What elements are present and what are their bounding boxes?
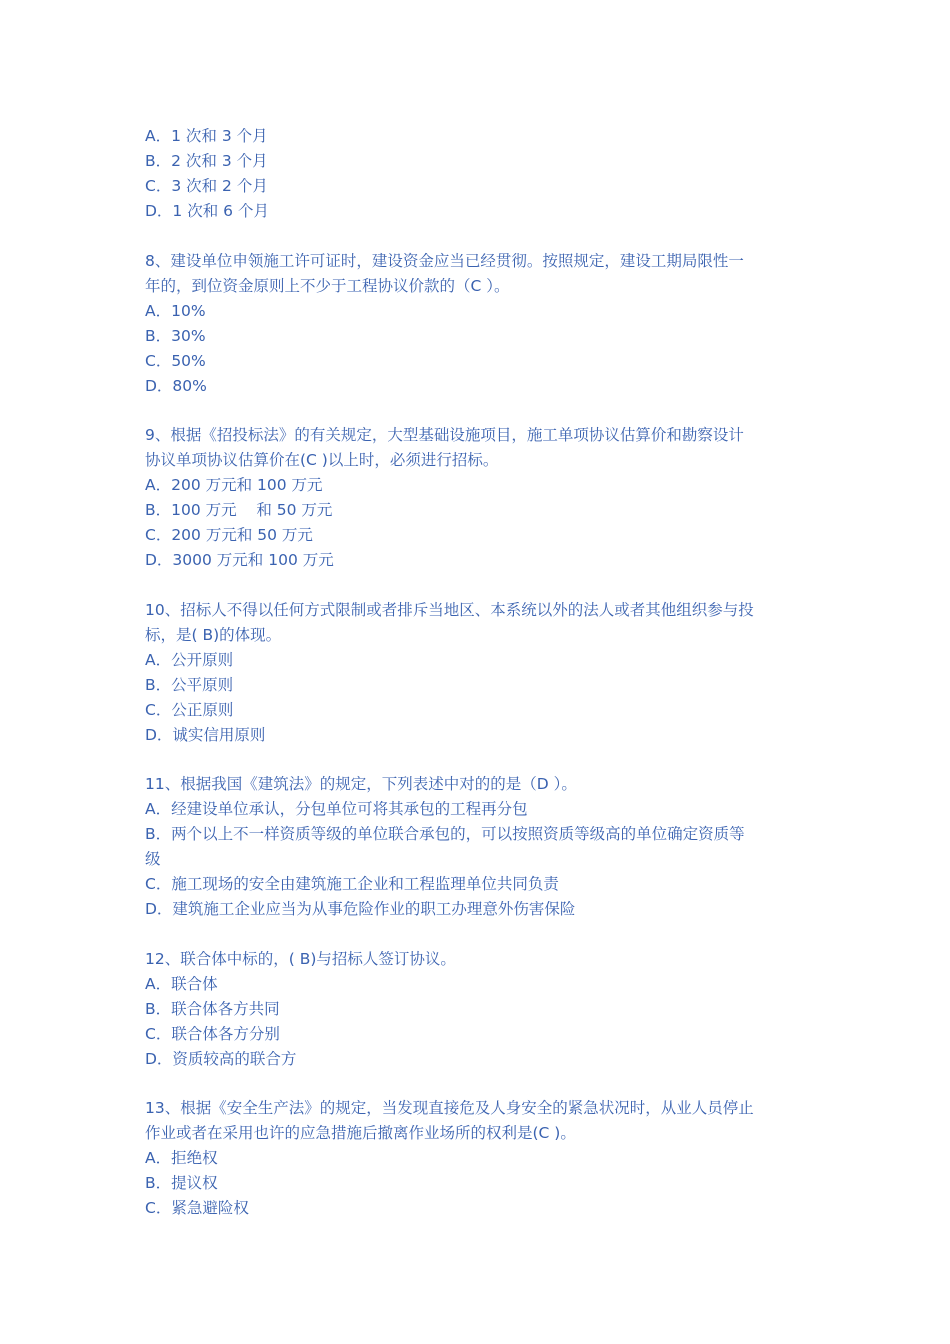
question-8 xyxy=(145,249,815,399)
option-a: A．经建设单位承认，分包单位可将其承包的工程再分包 xyxy=(145,800,528,818)
option-b: B．2 次和 3 个月 xyxy=(145,152,268,170)
document-page xyxy=(145,124,815,1221)
option-b: B．公平原则 xyxy=(145,675,234,694)
option-d: D．诚实信用原则 xyxy=(145,725,266,744)
option-c: C．200 万元和 50 万元 xyxy=(145,526,313,544)
option-c: C．50% xyxy=(145,351,206,370)
option-a: A．10% xyxy=(145,301,206,320)
question-stem: 10、招标人不得以任何方式限制或者排斥当地区、本系统以外的法人或者其他组织参与投 xyxy=(145,600,754,619)
option-b: B．联合体各方共同 xyxy=(145,999,280,1018)
option-a: A．公开原则 xyxy=(145,650,234,669)
option-a: A．拒绝权 xyxy=(145,1149,218,1167)
option-a: A．200 万元和 100 万元 xyxy=(145,476,323,494)
option-a: A．1 次和 3 个月 xyxy=(145,127,268,145)
question-stem: 13、根据《安全生产法》的规定，当发现直接危及人身安全的紧急状况时，从业人员停止 xyxy=(145,1099,754,1117)
option-d: D．资质较高的联合方 xyxy=(145,1049,297,1068)
question-stem-cont: 标，是( B)的体现。 xyxy=(145,625,282,644)
option-b: B．100 万元 和 50 万元 xyxy=(145,501,333,519)
question-stem: 12、联合体中标的，( B)与招标人签订协议。 xyxy=(145,949,456,968)
option-b: B．两个以上不一样资质等级的单位联合承包的，可以按照资质等级高的单位确定资质等 xyxy=(145,825,745,843)
option-d: D．建筑施工企业应当为从事危险作业的职工办理意外伤害保险 xyxy=(145,900,576,918)
option-b: B．提议权 xyxy=(145,1174,218,1192)
question-stem-cont: 年的，到位资金原则上不少于工程协议价款的（C ）。 xyxy=(145,276,510,295)
option-c: C．3 次和 2 个月 xyxy=(145,177,268,195)
option-b-cont: 级 xyxy=(145,850,161,868)
question-stem-cont: 协议单项协议估算价在(C )以上时，必须进行招标。 xyxy=(145,451,499,469)
option-d: D．1 次和 6 个月 xyxy=(145,202,269,220)
option-d: D．80% xyxy=(145,376,207,395)
option-c: C．联合体各方分别 xyxy=(145,1024,280,1043)
question-stem: 11、根据我国《建筑法》的规定，下列表述中对的的是（D ）。 xyxy=(145,775,577,793)
option-c: C．施工现场的安全由建筑施工企业和工程监理单位共同负责 xyxy=(145,875,559,893)
question-12 xyxy=(145,947,815,1072)
question-11 xyxy=(145,772,815,922)
question-9 xyxy=(145,423,815,573)
option-d: D．3000 万元和 100 万元 xyxy=(145,551,334,569)
option-a: A．联合体 xyxy=(145,974,218,993)
question-stem-cont: 作业或者在采用也许的应急措施后撤离作业场所的权利是(C )。 xyxy=(145,1124,576,1142)
question-13 xyxy=(145,1096,815,1221)
question-stem: 8、建设单位申领施工许可证时，建设资金应当已经贯彻。按照规定，建设工期局限性一 xyxy=(145,251,744,270)
question-stem: 9、根据《招投标法》的有关规定，大型基础设施项目，施工单项协议估算价和勘察设计 xyxy=(145,426,744,444)
question-10 xyxy=(145,598,815,748)
option-b: B．30% xyxy=(145,326,206,345)
question-7 xyxy=(145,124,815,224)
option-c: C．公正原则 xyxy=(145,700,234,719)
option-c: C．紧急避险权 xyxy=(145,1199,249,1217)
